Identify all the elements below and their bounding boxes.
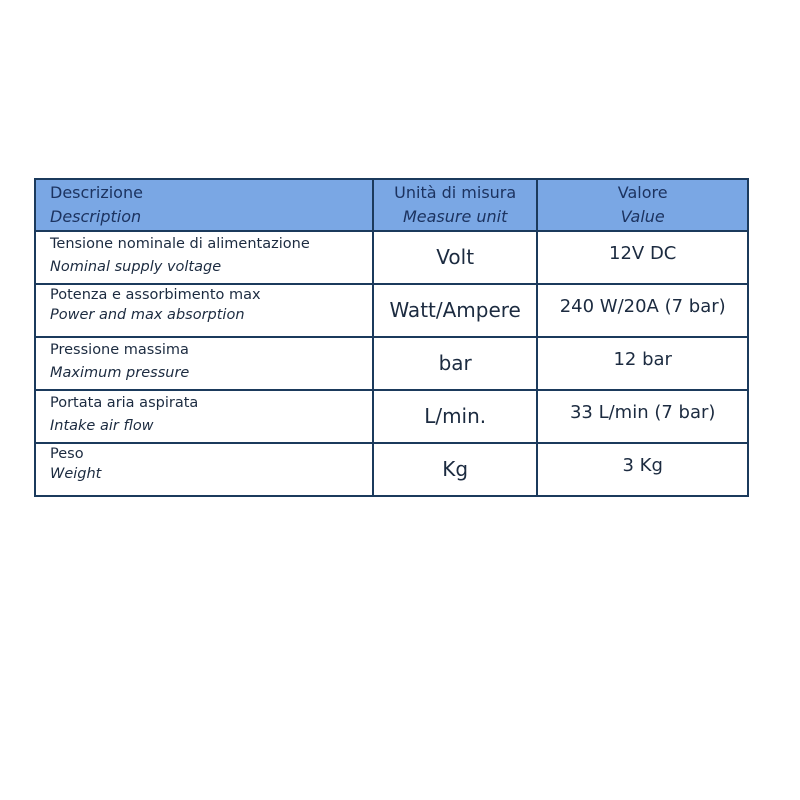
value-text: 33 L/min (7 bar) [569,402,716,423]
desc-en: Intake air flow [50,418,154,434]
desc-it: Portata aria aspirata [50,395,199,411]
desc-en: Weight [50,466,102,482]
desc-en: Nominal supply voltage [50,259,222,275]
value-cell [537,231,748,284]
desc-it: Pressione massima [50,342,189,358]
desc-en: Maximum pressure [50,365,190,381]
desc-cell [35,231,373,284]
value-cell [537,443,748,496]
unit-text: Volt [436,245,475,269]
table-row [35,390,748,443]
table-row [35,337,748,390]
unit-cell [373,390,537,443]
unit-cell [373,443,537,496]
unit-text: Watt/Ampere [389,298,521,322]
value-cell [537,284,748,337]
header-row [35,179,748,231]
desc-en: Power and max absorption [50,307,245,323]
desc-it: Tensione nominale di alimentazione [50,236,310,252]
header-description-en: Description [50,207,142,226]
desc-it: Peso [50,446,84,462]
table-row [35,443,748,496]
header-value-it: Valore [617,183,668,202]
table-row [35,231,748,284]
desc-cell [35,390,373,443]
header-value-en: Value [620,207,665,226]
table-body [35,231,748,496]
desc-cell [35,443,373,496]
header-value [537,179,748,231]
unit-cell [373,231,537,284]
unit-text: bar [438,351,472,375]
header-unit-en: Measure unit [402,207,508,226]
value-text: 12V DC [609,243,677,264]
value-text: 240 W/20A (7 bar) [559,296,726,317]
header-description-it: Descrizione [50,183,143,202]
unit-text: Kg [442,457,469,481]
table-row [35,284,748,337]
header-description [35,179,373,231]
value-text: 12 bar [613,349,672,370]
table-header [35,179,748,231]
unit-text: L/min. [424,404,487,428]
header-unit-it: Unità di misura [394,183,517,202]
value-cell [537,390,748,443]
desc-it: Potenza e assorbimento max [50,287,261,303]
unit-cell [373,284,537,337]
desc-cell [35,337,373,390]
spec-table [34,178,749,497]
header-unit [373,179,537,231]
desc-cell [35,284,373,337]
value-cell [537,337,748,390]
unit-cell [373,337,537,390]
value-text: 3 Kg [622,455,663,476]
